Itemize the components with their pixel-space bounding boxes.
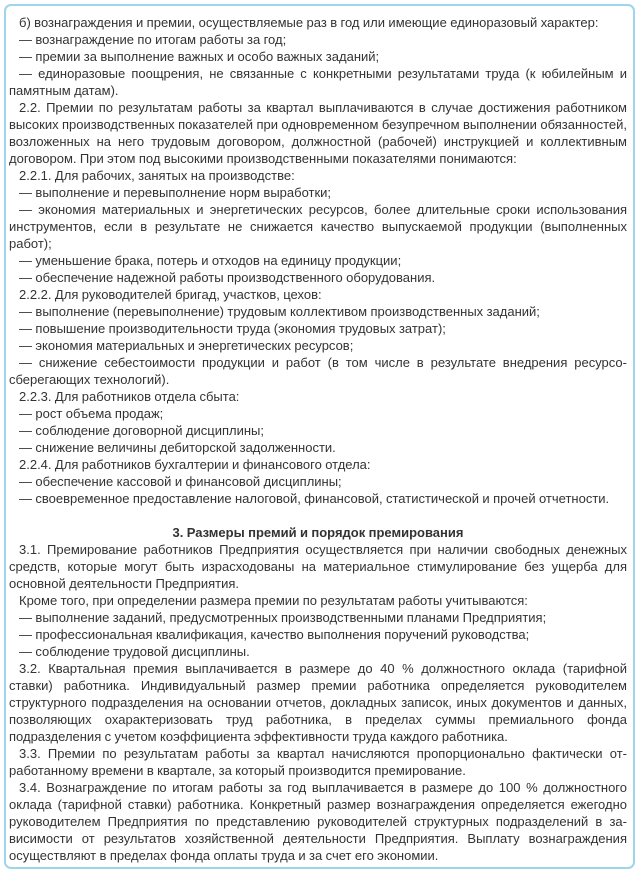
- paragraph: — выполнение и перевыполнение норм выработки;: [19, 185, 332, 200]
- paragraph: — выполнение заданий, предусмотренных производственными планами Предприятия;: [19, 610, 547, 625]
- paragraph: — уменьшение брака, потерь и отходов на единицу продукции;: [19, 253, 402, 268]
- paragraph: 3.4. Вознаграждение по итогам работы за год выплачивается в размере до 100 % должностного оклада (тарифной ставки) работника. Конкретный размер вознаграждения определяется ежегодно руководителем Предприятия по представлению руководителей структурных подразделений в зависимости от результатов хозяйственной деятельности Предприятия. Выплату вознаграждения осуществляют в пределах фонда оплаты труда и за счет его экономии.: [9, 780, 627, 863]
- paragraph: Кроме того, при определении размера премии по результатам работы учитываются:: [19, 593, 528, 608]
- paragraph: 2.2.1. Для рабочих, занятых на производстве:: [19, 168, 295, 183]
- paragraph: — снижение величины дебиторской задолженности.: [19, 440, 336, 455]
- paragraph: — рост объема продаж;: [19, 406, 164, 421]
- paragraph: — обеспечение кассовой и финансовой дисциплины;: [19, 474, 342, 489]
- paragraph: — снижение себестоимости продукции и работ (в том числе в результате внедрения ресурсосберегающих технологий).: [9, 355, 627, 387]
- document-body: [9, 14, 627, 864]
- section-heading: 3. Размеры премий и порядок премирования: [172, 525, 464, 540]
- paragraph: — вознаграждение по итогам работы за год;: [19, 32, 287, 47]
- paragraph: 3.2. Квартальная премия выплачивается в размере до 40 % должностного оклада (тарифной ставки) работника. Индивидуальный размер премии работника определяется руководителем структурного подразделения на основании отчетов, докладных записок, иных документов и данных, позволяющих охарактеризовать труд работника, в пределах суммы премиального фонда подразделения с учетом коэффициента эффективности труда каждого работника.: [9, 661, 627, 744]
- paragraph: 2.2. Премии по результатам работы за квартал выплачиваются в случае достижения работником высоких производственных показателей при одновременном безупречном выполнении обязанностей, возложенных на него трудовым договором, должностной (рабочей) инструкцией и коллективным договором. При этом под высокими производственными показателями понимаются:: [9, 100, 627, 166]
- paragraph: 3.3. Премии по результатам работы за квартал начисляются пропорционально фактически отработанному времени в квартале, за который производится премирование.: [9, 746, 627, 778]
- paragraph: — экономия материальных и энергетических ресурсов, более длительные сроки использования инструментов, если в результате не снижается качество выпускаемой продукции (выполненных работ);: [9, 202, 627, 251]
- paragraph: — повышение производительности труда (экономия трудовых затрат);: [19, 321, 446, 336]
- paragraph: — своевременное предоставление налоговой, финансовой, статистической и прочей отчетности.: [19, 491, 610, 506]
- paragraph: — профессиональная квалификация, качество выполнения поручений руководства;: [19, 627, 530, 642]
- paragraph: — экономия материальных и энергетических ресурсов;: [19, 338, 354, 353]
- paragraph: — соблюдение договорной дисциплины;: [19, 423, 264, 438]
- paragraph: — премии за выполнение важных и особо важных заданий;: [19, 49, 380, 64]
- paragraph: 3.1. Премирование работников Предприятия осуществляется при наличии свободных денежных средств, которые могут быть израсходованы на материальное стимулирование без ущерба для основной деятельности Предприятия.: [9, 542, 627, 591]
- paragraph: 2.2.3. Для работников отдела сбыта:: [19, 389, 240, 404]
- paragraph: б) вознаграждения и премии, осуществляемые раз в год или имеющие единоразовый характер:: [19, 15, 599, 30]
- paragraph: — выполнение (перевыполнение) трудовым коллективом производственных заданий;: [19, 304, 540, 319]
- paragraph: 2.2.4. Для работников бухгалтерии и финансового отдела:: [19, 457, 371, 472]
- paragraph: — обеспечение надежной работы производственного оборудования.: [19, 270, 436, 285]
- document-frame: [4, 4, 635, 869]
- paragraph: 2.2.2. Для руководителей бригад, участков, цехов:: [19, 287, 322, 302]
- paragraph: — соблюдение трудовой дисциплины.: [19, 644, 250, 659]
- paragraph: — единоразовые поощрения, не связанные с конкретными результатами труда (к юбилейным и памятным датам).: [9, 66, 627, 98]
